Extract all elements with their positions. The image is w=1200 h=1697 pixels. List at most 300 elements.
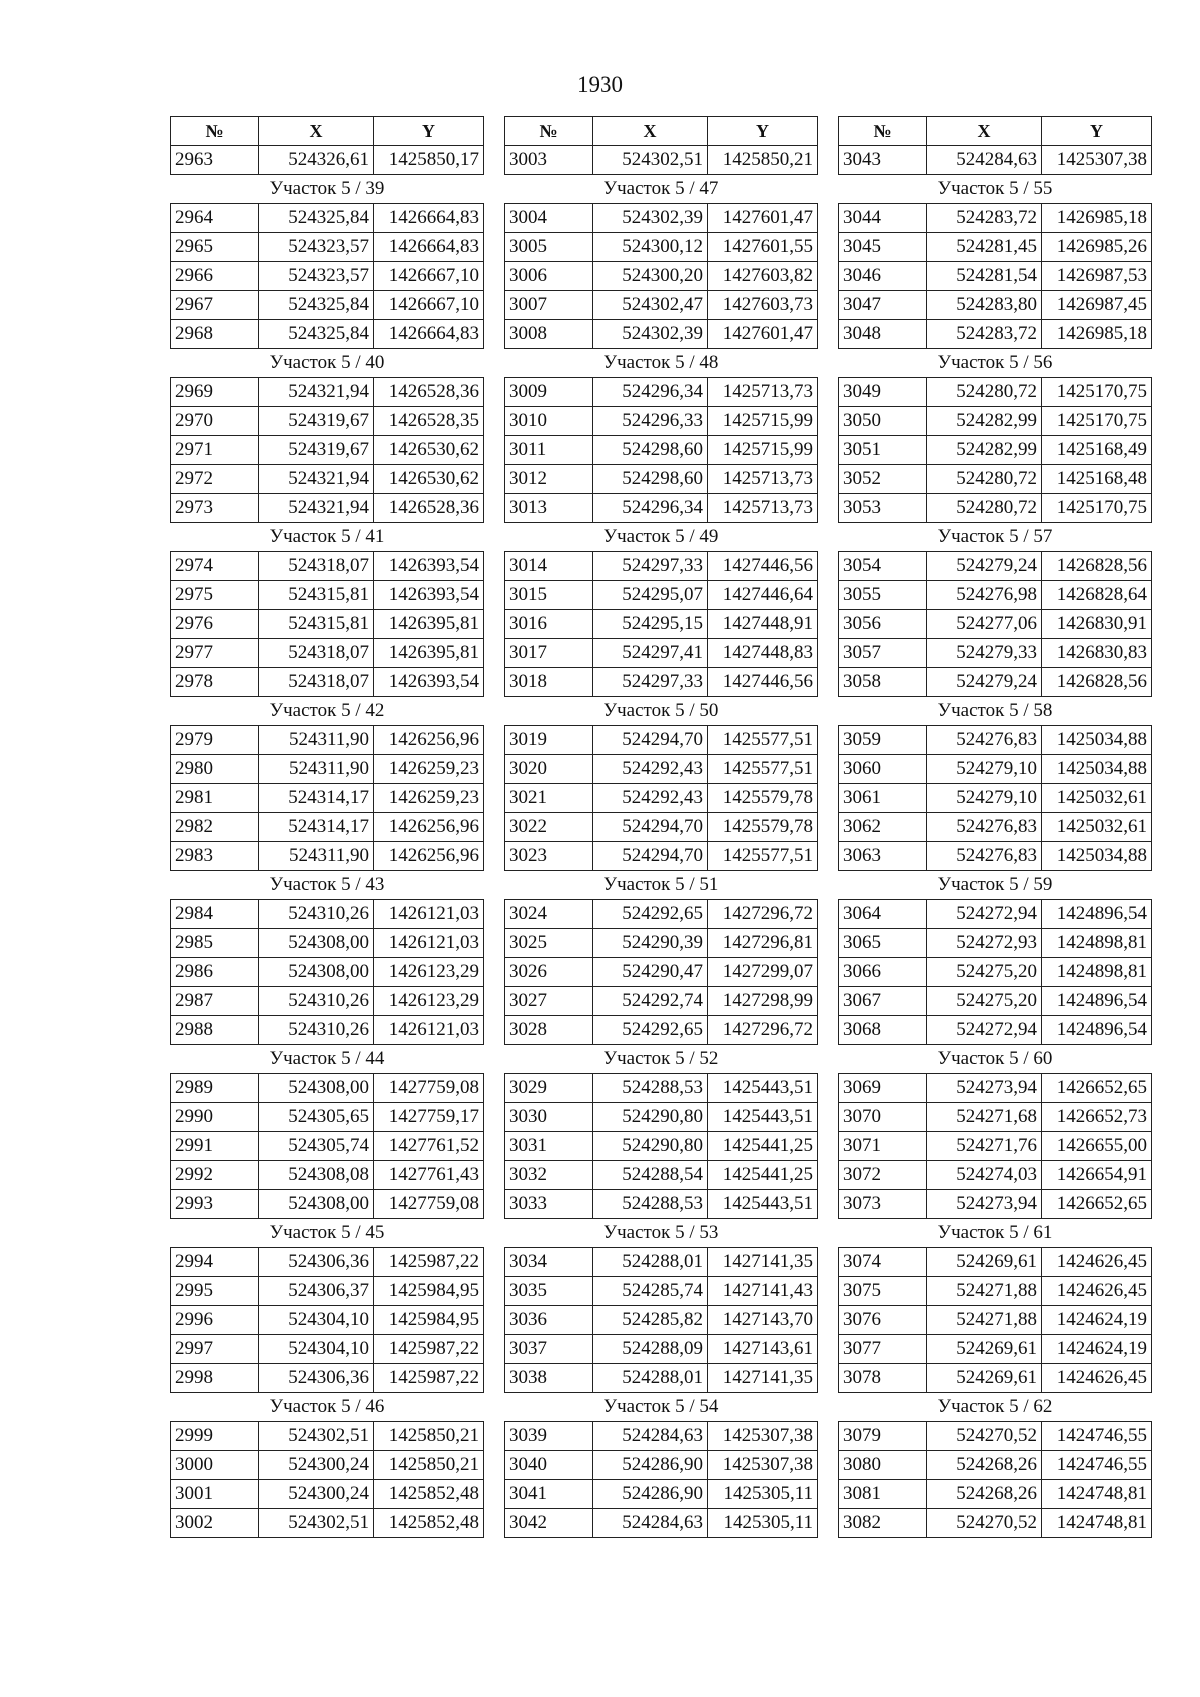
coord-x: 524274,03: [927, 1161, 1042, 1190]
table-row: [171, 929, 484, 958]
section-row: [505, 871, 818, 900]
coord-x: 524325,84: [259, 320, 374, 349]
point-number: 2991: [171, 1132, 259, 1161]
point-number: 3029: [505, 1074, 593, 1103]
table-row: [505, 1277, 818, 1306]
coord-x: 524272,93: [927, 929, 1042, 958]
coord-x: 524311,90: [259, 755, 374, 784]
table-row: [171, 900, 484, 929]
table-row: [171, 1161, 484, 1190]
point-number: 3008: [505, 320, 593, 349]
point-number: 3000: [171, 1451, 259, 1480]
point-number: 3014: [505, 552, 593, 581]
point-number: 3020: [505, 755, 593, 784]
coord-x: 524305,65: [259, 1103, 374, 1132]
coord-y: 1425577,51: [708, 755, 818, 784]
coord-y: 1427141,35: [708, 1248, 818, 1277]
coord-y: 1426121,03: [374, 929, 484, 958]
coord-x: 524311,90: [259, 726, 374, 755]
table-row: [171, 291, 484, 320]
table-row: [505, 1074, 818, 1103]
point-number: 2993: [171, 1190, 259, 1219]
section-label: Участок 5 / 61: [839, 1219, 1152, 1248]
coord-y: 1425579,78: [708, 813, 818, 842]
coord-y: 1427759,08: [374, 1074, 484, 1103]
table-row: [839, 1306, 1152, 1335]
coord-x: 524290,39: [593, 929, 708, 958]
coord-x: 524288,01: [593, 1248, 708, 1277]
point-number: 3037: [505, 1335, 593, 1364]
point-number: 2965: [171, 233, 259, 262]
coord-y: 1426667,10: [374, 291, 484, 320]
point-number: 3048: [839, 320, 927, 349]
header-number: №: [505, 117, 593, 146]
coord-x: 524326,61: [259, 146, 374, 175]
table-row: [505, 813, 818, 842]
point-number: 3001: [171, 1480, 259, 1509]
coord-y: 1425987,22: [374, 1335, 484, 1364]
coord-x: 524276,98: [927, 581, 1042, 610]
header-x: X: [593, 117, 708, 146]
coord-x: 524297,33: [593, 668, 708, 697]
coord-x: 524323,57: [259, 233, 374, 262]
point-number: 3010: [505, 407, 593, 436]
coord-x: 524294,70: [593, 726, 708, 755]
section-row: [505, 1393, 818, 1422]
point-number: 2986: [171, 958, 259, 987]
coord-y: 1426828,64: [1042, 581, 1152, 610]
point-number: 3009: [505, 378, 593, 407]
section-label: Участок 5 / 41: [171, 523, 484, 552]
coord-x: 524281,54: [927, 262, 1042, 291]
point-number: 3040: [505, 1451, 593, 1480]
table-row: [839, 1161, 1152, 1190]
coord-y: 1425850,21: [374, 1451, 484, 1480]
coord-y: 1425305,11: [708, 1509, 818, 1538]
coord-y: 1425443,51: [708, 1074, 818, 1103]
table-row: [171, 1103, 484, 1132]
point-number: 3045: [839, 233, 927, 262]
coord-x: 524271,88: [927, 1277, 1042, 1306]
table-row: [505, 1103, 818, 1132]
point-number: 2985: [171, 929, 259, 958]
point-number: 2968: [171, 320, 259, 349]
table-row: [505, 726, 818, 755]
section-label: Участок 5 / 50: [505, 697, 818, 726]
point-number: 3073: [839, 1190, 927, 1219]
point-number: 3058: [839, 668, 927, 697]
table-row: [505, 1306, 818, 1335]
table-row: [505, 494, 818, 523]
point-number: 3078: [839, 1364, 927, 1393]
point-number: 3005: [505, 233, 593, 262]
coord-x: 524271,88: [927, 1306, 1042, 1335]
point-number: 2975: [171, 581, 259, 610]
coord-y: 1426664,83: [374, 233, 484, 262]
point-number: 2981: [171, 784, 259, 813]
coord-y: 1427601,55: [708, 233, 818, 262]
coord-y: 1426828,56: [1042, 552, 1152, 581]
table-row: [505, 639, 818, 668]
coord-y: 1425170,75: [1042, 407, 1152, 436]
point-number: 3070: [839, 1103, 927, 1132]
coord-x: 524294,70: [593, 842, 708, 871]
table-row: [839, 146, 1152, 175]
table-row: [505, 465, 818, 494]
table-row: [171, 1277, 484, 1306]
coordinates-table-1: [170, 116, 484, 1538]
point-number: 3044: [839, 204, 927, 233]
point-number: 3056: [839, 610, 927, 639]
coord-x: 524321,94: [259, 494, 374, 523]
coord-x: 524276,83: [927, 726, 1042, 755]
point-number: 3055: [839, 581, 927, 610]
table-row: [505, 262, 818, 291]
point-number: 3022: [505, 813, 593, 842]
header-y: Y: [374, 117, 484, 146]
table-row: [839, 291, 1152, 320]
point-number: 2980: [171, 755, 259, 784]
point-number: 3039: [505, 1422, 593, 1451]
coord-x: 524268,26: [927, 1480, 1042, 1509]
section-row: [171, 1219, 484, 1248]
coord-x: 524298,60: [593, 465, 708, 494]
coord-x: 524282,99: [927, 436, 1042, 465]
coord-y: 1425852,48: [374, 1480, 484, 1509]
coord-y: 1427141,35: [708, 1364, 818, 1393]
table-row: [171, 552, 484, 581]
coord-y: 1424626,45: [1042, 1277, 1152, 1306]
table-row: [171, 1451, 484, 1480]
coord-x: 524308,08: [259, 1161, 374, 1190]
point-number: 3046: [839, 262, 927, 291]
point-number: 3051: [839, 436, 927, 465]
point-number: 2998: [171, 1364, 259, 1393]
point-number: 2978: [171, 668, 259, 697]
table-row: [839, 1509, 1152, 1538]
coord-y: 1427296,72: [708, 900, 818, 929]
coord-x: 524314,17: [259, 784, 374, 813]
table-row: [171, 987, 484, 1016]
coord-y: 1424746,55: [1042, 1422, 1152, 1451]
coord-y: 1427759,17: [374, 1103, 484, 1132]
coord-y: 1425984,95: [374, 1277, 484, 1306]
table-row: [839, 726, 1152, 755]
point-number: 3002: [171, 1509, 259, 1538]
point-number: 2994: [171, 1248, 259, 1277]
table-row: [839, 1074, 1152, 1103]
coord-y: 1426530,62: [374, 465, 484, 494]
coord-x: 524308,00: [259, 1074, 374, 1103]
coord-x: 524296,34: [593, 494, 708, 523]
coord-y: 1427761,52: [374, 1132, 484, 1161]
point-number: 3066: [839, 958, 927, 987]
table-row: [171, 581, 484, 610]
table-row: [839, 610, 1152, 639]
point-number: 3007: [505, 291, 593, 320]
section-row: [839, 697, 1152, 726]
coord-x: 524271,76: [927, 1132, 1042, 1161]
table-row: [505, 842, 818, 871]
point-number: 3017: [505, 639, 593, 668]
coord-x: 524292,43: [593, 755, 708, 784]
section-label: Участок 5 / 52: [505, 1045, 818, 1074]
coord-x: 524279,24: [927, 668, 1042, 697]
coord-y: 1426528,35: [374, 407, 484, 436]
table-row: [505, 233, 818, 262]
table-row: [505, 407, 818, 436]
coord-y: 1425850,17: [374, 146, 484, 175]
coord-y: 1426121,03: [374, 900, 484, 929]
coord-y: 1426652,73: [1042, 1103, 1152, 1132]
section-row: [505, 523, 818, 552]
coord-x: 524325,84: [259, 291, 374, 320]
coord-x: 524288,53: [593, 1074, 708, 1103]
point-number: 3068: [839, 1016, 927, 1045]
coord-x: 524275,20: [927, 958, 1042, 987]
table-row: [505, 987, 818, 1016]
point-number: 3006: [505, 262, 593, 291]
section-label: Участок 5 / 40: [171, 349, 484, 378]
coord-x: 524321,94: [259, 465, 374, 494]
table-row: [505, 668, 818, 697]
table-row: [171, 726, 484, 755]
coord-x: 524273,94: [927, 1074, 1042, 1103]
point-number: 2984: [171, 900, 259, 929]
coord-x: 524304,10: [259, 1335, 374, 1364]
section-row: [171, 349, 484, 378]
point-number: 3076: [839, 1306, 927, 1335]
header-y: Y: [1042, 117, 1152, 146]
coord-x: 524283,80: [927, 291, 1042, 320]
coord-x: 524270,52: [927, 1509, 1042, 1538]
coord-y: 1427448,83: [708, 639, 818, 668]
coord-x: 524318,07: [259, 668, 374, 697]
coord-x: 524300,12: [593, 233, 708, 262]
coord-y: 1425034,88: [1042, 755, 1152, 784]
coord-x: 524319,67: [259, 407, 374, 436]
point-number: 3013: [505, 494, 593, 523]
table-row: [505, 320, 818, 349]
point-number: 2989: [171, 1074, 259, 1103]
coord-y: 1427601,47: [708, 204, 818, 233]
table-row: [839, 407, 1152, 436]
table-row: [839, 958, 1152, 987]
point-number: 3060: [839, 755, 927, 784]
coord-y: 1425170,75: [1042, 494, 1152, 523]
coord-x: 524300,20: [593, 262, 708, 291]
section-row: [839, 349, 1152, 378]
coord-x: 524305,74: [259, 1132, 374, 1161]
coord-y: 1425168,48: [1042, 465, 1152, 494]
coord-x: 524272,94: [927, 900, 1042, 929]
coord-y: 1425441,25: [708, 1132, 818, 1161]
table-row: [839, 233, 1152, 262]
table-row: [839, 262, 1152, 291]
table-row: [505, 784, 818, 813]
coord-x: 524280,72: [927, 465, 1042, 494]
point-number: 2987: [171, 987, 259, 1016]
table-row: [505, 1335, 818, 1364]
coord-y: 1427299,07: [708, 958, 818, 987]
point-number: 3041: [505, 1480, 593, 1509]
point-number: 2983: [171, 842, 259, 871]
coord-y: 1424896,54: [1042, 900, 1152, 929]
coord-y: 1426393,54: [374, 552, 484, 581]
point-number: 3028: [505, 1016, 593, 1045]
section-row: [839, 871, 1152, 900]
coord-x: 524302,47: [593, 291, 708, 320]
header-x: X: [927, 117, 1042, 146]
point-number: 3082: [839, 1509, 927, 1538]
point-number: 3018: [505, 668, 593, 697]
table-row: [839, 987, 1152, 1016]
point-number: 3042: [505, 1509, 593, 1538]
coord-y: 1426987,45: [1042, 291, 1152, 320]
coord-y: 1427298,99: [708, 987, 818, 1016]
point-number: 3063: [839, 842, 927, 871]
table-row: [171, 146, 484, 175]
coord-y: 1425852,48: [374, 1509, 484, 1538]
point-number: 3050: [839, 407, 927, 436]
coord-x: 524279,10: [927, 755, 1042, 784]
coord-x: 524292,74: [593, 987, 708, 1016]
coord-x: 524276,83: [927, 813, 1042, 842]
point-number: 3065: [839, 929, 927, 958]
point-number: 2966: [171, 262, 259, 291]
table-header-row: [839, 117, 1152, 146]
coord-y: 1426395,81: [374, 610, 484, 639]
coord-x: 524302,39: [593, 320, 708, 349]
point-number: 3016: [505, 610, 593, 639]
coord-x: 524290,80: [593, 1103, 708, 1132]
point-number: 3011: [505, 436, 593, 465]
coord-y: 1425441,25: [708, 1161, 818, 1190]
table-row: [505, 1451, 818, 1480]
coord-y: 1425307,38: [708, 1451, 818, 1480]
coord-x: 524319,67: [259, 436, 374, 465]
point-number: 2973: [171, 494, 259, 523]
point-number: 3023: [505, 842, 593, 871]
coord-x: 524286,90: [593, 1451, 708, 1480]
table-row: [839, 1422, 1152, 1451]
coord-y: 1426985,26: [1042, 233, 1152, 262]
table-row: [839, 1103, 1152, 1132]
coord-x: 524281,45: [927, 233, 1042, 262]
section-row: [839, 523, 1152, 552]
header-x: X: [259, 117, 374, 146]
table-row: [171, 1132, 484, 1161]
table-row: [505, 436, 818, 465]
point-number: 2977: [171, 639, 259, 668]
table-row: [839, 1248, 1152, 1277]
table-row: [839, 465, 1152, 494]
coord-y: 1427601,47: [708, 320, 818, 349]
point-number: 3061: [839, 784, 927, 813]
point-number: 3021: [505, 784, 593, 813]
table-row: [171, 1016, 484, 1045]
coord-y: 1424898,81: [1042, 929, 1152, 958]
coord-x: 524290,47: [593, 958, 708, 987]
table-row: [505, 204, 818, 233]
section-row: [505, 1045, 818, 1074]
coord-y: 1427448,91: [708, 610, 818, 639]
section-label: Участок 5 / 46: [171, 1393, 484, 1422]
point-number: 3043: [839, 146, 927, 175]
section-row: [505, 175, 818, 204]
point-number: 2995: [171, 1277, 259, 1306]
point-number: 3081: [839, 1480, 927, 1509]
coord-x: 524310,26: [259, 1016, 374, 1045]
point-number: 3054: [839, 552, 927, 581]
table-row: [839, 784, 1152, 813]
point-number: 2963: [171, 146, 259, 175]
section-row: [171, 871, 484, 900]
table-row: [171, 784, 484, 813]
coord-y: 1424624,19: [1042, 1335, 1152, 1364]
section-label: Участок 5 / 43: [171, 871, 484, 900]
coord-x: 524282,99: [927, 407, 1042, 436]
table-row: [839, 668, 1152, 697]
section-row: [839, 175, 1152, 204]
coord-x: 524269,61: [927, 1335, 1042, 1364]
coord-x: 524276,83: [927, 842, 1042, 871]
table-row: [839, 378, 1152, 407]
coord-y: 1425034,88: [1042, 842, 1152, 871]
table-row: [505, 1132, 818, 1161]
section-row: [505, 349, 818, 378]
coord-x: 524283,72: [927, 204, 1042, 233]
section-label: Участок 5 / 45: [171, 1219, 484, 1248]
coord-x: 524279,10: [927, 784, 1042, 813]
coord-y: 1427759,08: [374, 1190, 484, 1219]
section-label: Участок 5 / 51: [505, 871, 818, 900]
coord-y: 1426395,81: [374, 639, 484, 668]
coord-y: 1424748,81: [1042, 1509, 1152, 1538]
coord-y: 1426528,36: [374, 378, 484, 407]
point-number: 3035: [505, 1277, 593, 1306]
table-row: [505, 755, 818, 784]
section-label: Участок 5 / 48: [505, 349, 818, 378]
coord-y: 1425987,22: [374, 1248, 484, 1277]
table-row: [171, 233, 484, 262]
point-number: 2999: [171, 1422, 259, 1451]
table-row: [171, 378, 484, 407]
table-row: [839, 436, 1152, 465]
coord-x: 524270,52: [927, 1422, 1042, 1451]
point-number: 3047: [839, 291, 927, 320]
point-number: 3074: [839, 1248, 927, 1277]
table-row: [505, 378, 818, 407]
table-row: [171, 755, 484, 784]
coord-x: 524302,39: [593, 204, 708, 233]
coord-y: 1425168,49: [1042, 436, 1152, 465]
table-row: [171, 842, 484, 871]
coord-y: 1427296,72: [708, 1016, 818, 1045]
table-row: [505, 1422, 818, 1451]
coord-x: 524315,81: [259, 610, 374, 639]
point-number: 3053: [839, 494, 927, 523]
table-row: [505, 1509, 818, 1538]
table-row: [839, 755, 1152, 784]
table-row: [839, 552, 1152, 581]
table-row: [171, 668, 484, 697]
point-number: 3079: [839, 1422, 927, 1451]
point-number: 3027: [505, 987, 593, 1016]
table-row: [839, 1016, 1152, 1045]
coord-y: 1426530,62: [374, 436, 484, 465]
section-row: [171, 175, 484, 204]
